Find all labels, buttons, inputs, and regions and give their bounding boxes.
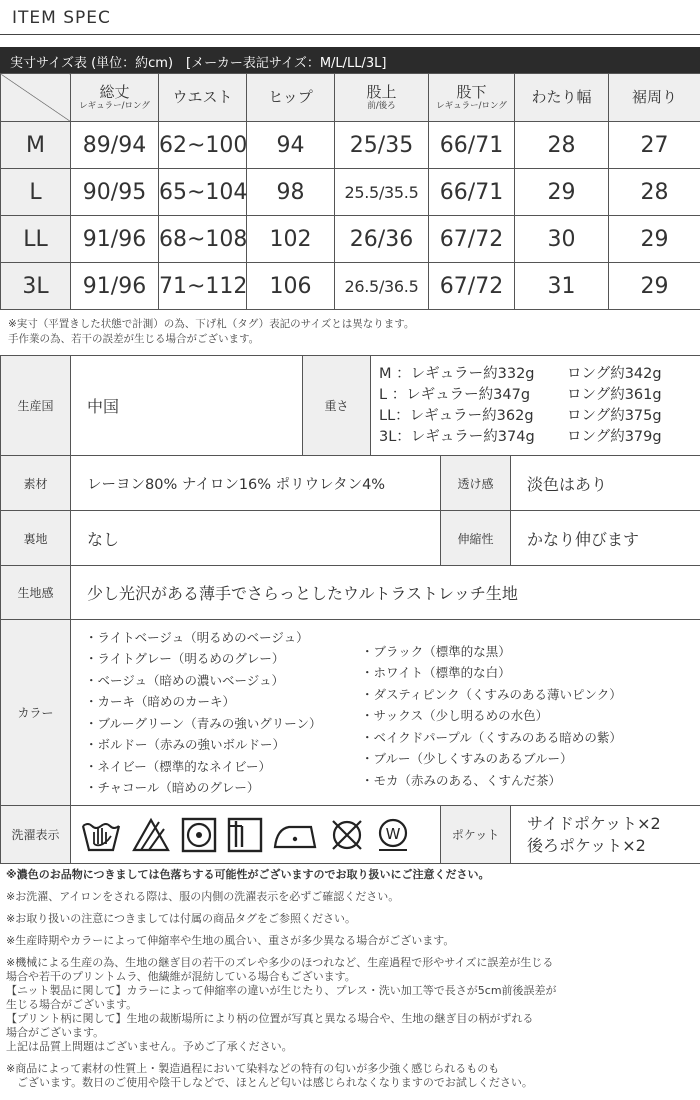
no-bleach-icon: [131, 817, 171, 853]
stretch-label: 伸縮性: [441, 511, 511, 566]
weight-line: LL：レギュラー約362g ロング約375g: [379, 407, 662, 424]
color-column-left: [85, 627, 361, 799]
table-cell: 94: [247, 122, 335, 169]
table-cell: 91/96: [71, 216, 159, 263]
hand-wash-icon: [81, 816, 121, 854]
pocket-values: [511, 806, 700, 864]
care-icons: [71, 806, 441, 864]
sheer-value: 淡色はあり: [511, 456, 700, 511]
note-paragraph: ※濃色のお品物につきましては色落ちする可能性がございますのでお取り扱いにご注意ください。: [6, 868, 490, 881]
table-cell: 106: [247, 263, 335, 310]
column-header: 股下 レギュラー/ロング: [429, 74, 515, 122]
table-cell: 89/94: [71, 122, 159, 169]
info-row-colors: [1, 620, 700, 806]
table-cell: 25.5/35.5: [335, 169, 429, 216]
tumble-dry-icon: [181, 817, 217, 853]
line-dry-icon: [227, 817, 263, 853]
list-item: ・ダスティピンク（くすみのある薄いピンク）: [361, 686, 622, 702]
table-cell: 29: [609, 216, 700, 263]
note-paragraph: ※機械による生産の為、生地の継ぎ目の若干のズレや多少のほつれなど、生産過程で形やサイズに誤差が生じる 場合や若干のプリントムラ、他繊維が混紡している場合もございます。 【ニット製品に関して】カラーによって伸縮率の違いが生じたり、プレス・洗い加工等で長さが5cm前後誤差が 生じる場合がございます。 【プリント柄に関して】生地の裁断場所により柄の位置が写真と異なる場合や、生地の継ぎ目の柄がずれる 場合がございます。 上記は品質上問題はございません。予めご了承ください。: [6, 956, 557, 1053]
note-paragraph: ※生産時期やカラーによって伸縮率や生地の風合い、重さが多少異なる場合がございます。: [6, 934, 455, 947]
table-cell: 26.5/36.5: [335, 263, 429, 310]
column-header: 股上 前/後ろ: [335, 74, 429, 122]
lining-label: 裏地: [1, 511, 71, 566]
wet-clean-letter: W: [385, 824, 401, 843]
table-cell: 67/72: [429, 216, 515, 263]
list-item: ・ボルドー（赤みの強いボルドー）: [85, 737, 286, 752]
list-item: ・ブラック（標準的な黒）: [361, 643, 511, 659]
weight-label: 重さ: [303, 356, 371, 456]
sheer-label: 透け感: [441, 456, 511, 511]
pocket-label: ポケット: [441, 806, 511, 864]
table-cell: 29: [609, 263, 700, 310]
weight-line: L ：レギュラー約347g ロング約361g: [379, 386, 662, 403]
table-cell: 26/36: [335, 216, 429, 263]
table-cell: 28: [515, 122, 609, 169]
table-cell: 90/95: [71, 169, 159, 216]
table-cell: 102: [247, 216, 335, 263]
wet-clean-icon: [375, 817, 411, 853]
table-cell: 27: [609, 122, 700, 169]
note-paragraph: ※お洗濯、アイロンをされる際は、服の内側の洗濯表示を必ずご確認ください。: [6, 890, 400, 903]
table-cell: 66/71: [429, 122, 515, 169]
table-cell: 98: [247, 169, 335, 216]
table-cell: 30: [515, 216, 609, 263]
header-divider: [0, 34, 700, 35]
table-cell: 71~112: [159, 263, 247, 310]
column-header: ウエスト: [159, 74, 247, 122]
table-cell: 25/35: [335, 122, 429, 169]
table-cell: 68~108: [159, 216, 247, 263]
size-label-cell: LL: [1, 216, 71, 263]
size-table: [0, 73, 700, 310]
list-item: ・ブルーグリーン（青みの強いグリーン）: [85, 715, 322, 731]
size-label-cell: M: [1, 122, 71, 169]
column-header: 裾周り: [609, 74, 700, 122]
iron-low-icon: [273, 819, 319, 851]
color-label: カラー: [1, 620, 71, 806]
size-table-header-row: [1, 74, 700, 122]
table-cell: 62~100: [159, 122, 247, 169]
table-cell: 91/96: [71, 263, 159, 310]
note-line: ※実寸（平置きした状態で計測）の為、下げ札（タグ）表記のサイズとは異なります。: [8, 318, 415, 330]
list-item: ・サックス（少し明るめの水色）: [361, 708, 549, 723]
table-cell: 66/71: [429, 169, 515, 216]
pocket-line: サイドポケット×2: [527, 813, 661, 833]
table-row: [1, 122, 700, 169]
table-cell: 67/72: [429, 263, 515, 310]
lining-value: なし: [71, 511, 441, 566]
material-value: レーヨン80% ナイロン16% ポリウレタン4%: [71, 456, 441, 511]
info-row-care: [1, 806, 700, 864]
origin-label: 生産国: [1, 356, 71, 456]
weight-line: M ：レギュラー約332g ロング約342g: [379, 365, 662, 382]
list-item: ・チャコール（暗めのグレー）: [85, 780, 260, 795]
color-column-right: [361, 627, 622, 799]
list-item: ・ベイクドパープル（くすみのある暗めの紫）: [361, 729, 622, 745]
note-paragraph: ※商品によって素材の性質上・製造過程において染料などの特有の匂いが多少強く感じられるものも ございます。数日のご使用や陰干しなどで、ほとんど匂いは感じられなくなりますのでお試しください。: [6, 1062, 533, 1089]
column-header: ヒップ: [247, 74, 335, 122]
info-row-lining: [1, 511, 700, 566]
table-cell: 65~104: [159, 169, 247, 216]
weight-line: 3L：レギュラー約374g ロング約379g: [379, 428, 662, 445]
size-table-corner: [1, 74, 71, 122]
list-item: ・ネイビー（標準的なネイビー）: [85, 758, 272, 774]
list-item: ・ブルー（少しくすみのあるブルー）: [361, 751, 573, 766]
footer-notes: [6, 868, 696, 1098]
size-label-cell: L: [1, 169, 71, 216]
list-item: ・カーキ（暗めのカーキ）: [85, 694, 236, 709]
column-header: 総丈 レギュラー/ロング: [71, 74, 159, 122]
size-label-cell: 3L: [1, 263, 71, 310]
list-item: ・ライトベージュ（明るめのベージュ）: [85, 629, 309, 645]
list-item: ・ベージュ（暗めの濃いベージュ）: [85, 672, 285, 688]
table-row: [1, 216, 700, 263]
table-cell: 31: [515, 263, 609, 310]
table-cell: 28: [609, 169, 700, 216]
table-row: [1, 263, 700, 310]
spec-header: [0, 0, 700, 36]
texture-label: 生地感: [1, 566, 71, 620]
note-line: 手作業の為、若干の誤差が生じる場合がございます。: [8, 333, 260, 345]
list-item: ・ライトグレー（明るめのグレー）: [85, 651, 285, 666]
pocket-line: 後ろポケット×2: [527, 835, 646, 855]
care-label: 洗濯表示: [1, 806, 71, 864]
weight-values: [371, 356, 700, 456]
table-cell: 29: [515, 169, 609, 216]
no-dry-clean-icon: [329, 817, 365, 853]
info-row-material: [1, 456, 700, 511]
column-header: わたり幅: [515, 74, 609, 122]
table-row: [1, 169, 700, 216]
size-table-caption: 実寸サイズ表 (単位：約cm) [メーカー表記サイズ：M/L/LL/3L]: [0, 47, 700, 73]
info-row-texture: [1, 566, 700, 620]
texture-value: 少し光沢がある薄手でさらっとしたウルトラストレッチ生地: [71, 566, 700, 620]
page-title: ITEM SPEC: [12, 8, 111, 28]
origin-value: 中国: [71, 356, 303, 456]
size-notes: [8, 317, 414, 347]
info-table: [0, 355, 700, 864]
list-item: ・モカ（赤みのある、くすんだ茶）: [361, 772, 562, 788]
note-paragraph: ※お取り扱いの注意につきましては付属の商品タグをご参照ください。: [6, 912, 356, 925]
info-row-origin: [1, 356, 700, 456]
list-item: ・ホワイト（標準的な白）: [361, 665, 511, 680]
stretch-value: かなり伸びます: [511, 511, 700, 566]
color-list: [71, 620, 700, 806]
material-label: 素材: [1, 456, 71, 511]
